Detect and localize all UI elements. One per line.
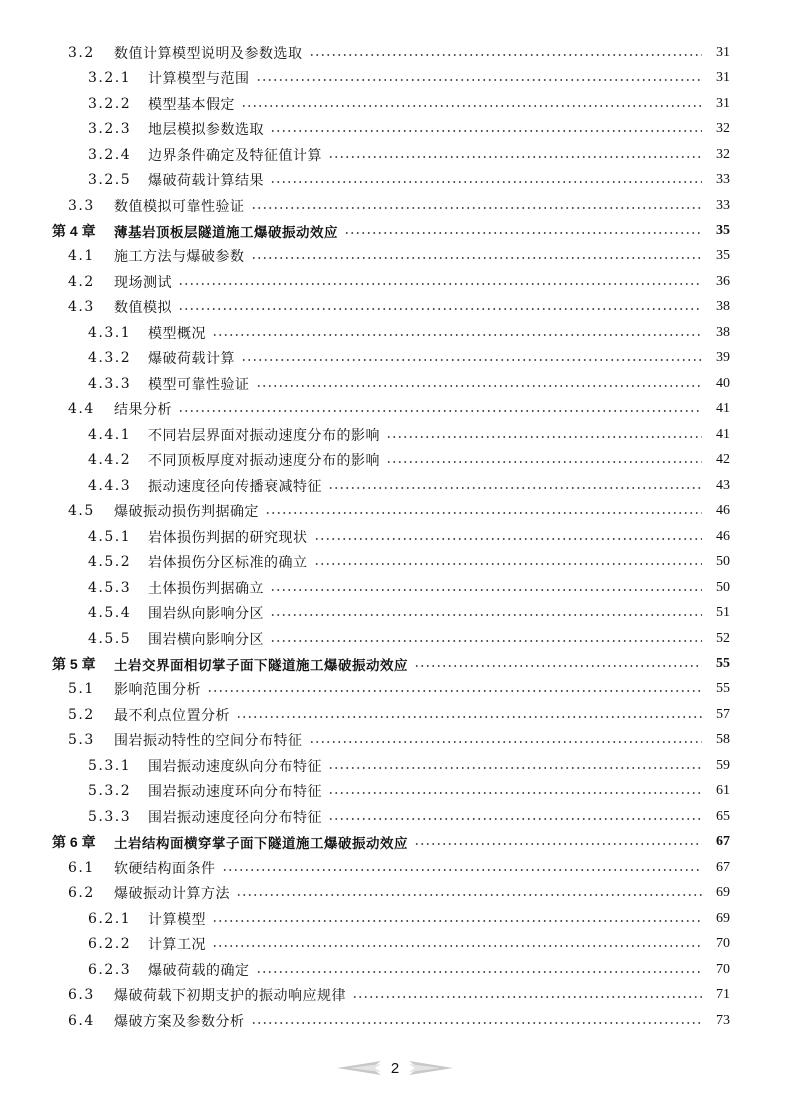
toc-entry[interactable] (52, 880, 730, 905)
toc-entry[interactable] (52, 677, 730, 702)
toc-entry-number: 4.4.2 (88, 452, 132, 469)
toc-entry-number: 4.4.1 (88, 426, 132, 443)
toc-entry-page: 73 (716, 1012, 730, 1028)
toc-entry-page: 46 (716, 528, 730, 544)
dot-leader (270, 589, 702, 591)
toc-entry[interactable] (52, 498, 730, 523)
dot-leader (328, 487, 702, 489)
dot-leader (178, 410, 702, 412)
dot-leader (178, 308, 702, 310)
toc-entry-page: 71 (716, 987, 730, 1003)
toc-entry-title: 围岩振动特性的空间分布特征 (114, 733, 303, 750)
toc-entry-page: 43 (716, 477, 730, 493)
toc-entry-number: 6.2.3 (88, 961, 132, 978)
toc-entry[interactable] (52, 600, 730, 625)
page-footer (0, 1056, 790, 1080)
dot-leader (265, 512, 702, 514)
toc-entry[interactable] (52, 320, 730, 345)
toc-entry-number: 4.3.2 (88, 350, 132, 367)
toc-entry-number: 5.3.2 (88, 783, 132, 800)
toc-entry-page: 51 (716, 605, 730, 621)
toc-entry-title: 最不利点位置分析 (114, 707, 230, 724)
toc-entry-title: 影响范围分析 (114, 682, 201, 699)
toc-entry-number: 3.2.4 (88, 146, 132, 163)
toc-entry-title: 岩体损伤分区标准的确立 (148, 555, 308, 572)
toc-entry-number: 第 4 章 (52, 223, 96, 240)
toc-entry-number: 3.2.1 (88, 70, 132, 87)
toc-entry-page: 55 (716, 655, 730, 671)
toc-entry-title: 现场测试 (114, 274, 172, 291)
toc-entry[interactable] (52, 626, 730, 651)
toc-entry[interactable] (52, 728, 730, 753)
toc-entry[interactable] (52, 702, 730, 727)
toc-entry[interactable] (52, 269, 730, 294)
toc-entry-number: 3.2.3 (88, 121, 132, 138)
toc-chapter-entry[interactable] (52, 651, 730, 676)
dot-leader (256, 385, 703, 387)
toc-entry-title: 计算工况 (148, 937, 206, 954)
dot-leader (414, 665, 702, 667)
toc-entry[interactable] (52, 295, 730, 320)
toc-entry[interactable] (52, 982, 730, 1007)
toc-entry[interactable] (52, 549, 730, 574)
toc-entry-number: 4.5.2 (88, 554, 132, 571)
dot-leader (270, 181, 702, 183)
toc-entry-page: 41 (716, 426, 730, 442)
toc-entry-number: 3.2.5 (88, 172, 132, 189)
dot-leader (256, 79, 703, 81)
toc-entry-number: 3.2 (68, 44, 95, 61)
toc-entry[interactable] (52, 855, 730, 880)
toc-entry-title: 计算模型 (148, 911, 206, 928)
toc-entry-title: 土岩结构面横穿掌子面下隧道施工爆破振动效应 (114, 836, 408, 853)
toc-entry-title: 不同顶板厚度对振动速度分布的影响 (148, 453, 380, 470)
toc-entry-number: 3.2.2 (88, 95, 132, 112)
toc-entry-page: 65 (716, 808, 730, 824)
toc-entry-number: 4.4 (68, 401, 95, 418)
dot-leader (251, 207, 703, 209)
toc-entry-number: 3.3 (68, 197, 95, 214)
toc-entry-title: 数值计算模型说明及参数选取 (114, 45, 303, 62)
toc-entry-number: 5.3.1 (88, 757, 132, 774)
dot-leader (212, 920, 702, 922)
dot-leader (314, 563, 703, 565)
toc-entry-page: 36 (716, 273, 730, 289)
toc-entry[interactable] (52, 753, 730, 778)
dot-leader (309, 54, 703, 56)
dot-leader (270, 130, 702, 132)
toc-entry-title: 围岩振动速度径向分布特征 (148, 809, 322, 826)
toc-entry[interactable] (52, 397, 730, 422)
toc-entry[interactable] (52, 931, 730, 956)
dot-leader (344, 232, 702, 234)
toc-entry-title: 爆破荷载下初期支护的振动响应规律 (114, 988, 346, 1005)
toc-entry-title: 模型可靠性验证 (148, 376, 250, 393)
toc-entry-number: 5.3.3 (88, 808, 132, 825)
toc-entry-title: 围岩横向影响分区 (148, 631, 264, 648)
toc-entry[interactable] (52, 65, 730, 90)
toc-entry-number: 6.2 (68, 885, 95, 902)
dot-leader (270, 640, 702, 642)
dot-leader (386, 436, 702, 438)
toc-entry-page: 69 (716, 910, 730, 926)
toc-entry-page: 52 (716, 630, 730, 646)
toc-entry[interactable] (52, 40, 730, 65)
dot-leader (241, 359, 702, 361)
toc-entry[interactable] (52, 804, 730, 829)
toc-entry-title: 软硬结构面条件 (114, 860, 216, 877)
toc-chapter-entry[interactable] (52, 830, 730, 855)
toc-entry-number: 4.3.1 (88, 324, 132, 341)
toc-entry-number: 4.5.5 (88, 630, 132, 647)
dot-leader (251, 257, 703, 259)
toc-entry-page: 39 (716, 350, 730, 366)
toc-entry-page: 35 (716, 248, 730, 264)
page-number: 2 (390, 1059, 400, 1077)
toc-entry-page: 67 (716, 859, 730, 875)
dot-leader (212, 945, 702, 947)
toc-entry-page: 31 (716, 70, 730, 86)
toc-entry-number: 4.2 (68, 273, 95, 290)
dot-leader (328, 792, 702, 794)
toc-entry-page: 50 (716, 554, 730, 570)
toc-entry-title: 数值模拟可靠性验证 (114, 198, 245, 215)
toc-entry-number: 4.5 (68, 503, 95, 520)
toc-entry-page: 32 (716, 121, 730, 137)
dot-leader (256, 971, 703, 973)
toc-entry[interactable] (52, 142, 730, 167)
toc-entry-number: 4.1 (68, 248, 95, 265)
toc-entry-title: 薄基岩顶板层隧道施工爆破振动效应 (114, 225, 338, 242)
toc-entry-title: 数值模拟 (114, 300, 172, 317)
toc-entry-page: 33 (716, 197, 730, 213)
toc-entry-page: 38 (716, 324, 730, 340)
toc-entry-title: 围岩振动速度纵向分布特征 (148, 758, 322, 775)
dot-leader (236, 894, 702, 896)
toc-entry[interactable] (52, 116, 730, 141)
toc-entry-page: 46 (716, 503, 730, 519)
toc-entry-page: 70 (716, 936, 730, 952)
toc-entry-number: 4.5.1 (88, 528, 132, 545)
toc-entry-page: 40 (716, 375, 730, 391)
dot-leader (207, 690, 702, 692)
toc-entry-title: 岩体损伤判据的研究现状 (148, 529, 308, 546)
toc-entry-title: 爆破荷载的确定 (148, 962, 250, 979)
toc-entry-page: 31 (716, 44, 730, 60)
toc-entry-number: 6.2.2 (88, 936, 132, 953)
toc-entry[interactable] (52, 346, 730, 371)
toc-entry-number: 4.5.4 (88, 605, 132, 622)
toc-entry-page: 57 (716, 706, 730, 722)
toc-entry-title: 施工方法与爆破参数 (114, 249, 245, 266)
toc-entry[interactable] (52, 524, 730, 549)
dot-leader (328, 156, 702, 158)
toc-entry-number: 第 6 章 (52, 834, 96, 851)
dot-leader (386, 461, 702, 463)
toc-entry-title: 爆破振动损伤判据确定 (114, 504, 259, 521)
toc-entry-title: 边界条件确定及特征值计算 (148, 147, 322, 164)
toc-entry-number: 4.3 (68, 299, 95, 316)
toc-entry-number: 6.2.1 (88, 910, 132, 927)
toc-entry-page: 69 (716, 885, 730, 901)
dot-leader (222, 869, 703, 871)
toc-entry-page: 32 (716, 146, 730, 162)
toc-entry-number: 4.4.3 (88, 477, 132, 494)
dot-leader (328, 767, 702, 769)
toc-entry-number: 6.4 (68, 1012, 95, 1029)
toc-entry[interactable] (52, 244, 730, 269)
toc-entry-title: 围岩纵向影响分区 (148, 606, 264, 623)
dot-leader (328, 818, 702, 820)
toc-entry-number: 5.3 (68, 732, 95, 749)
toc-entry-page: 31 (716, 95, 730, 111)
toc-entry-number: 6.1 (68, 859, 95, 876)
dot-leader (352, 996, 702, 998)
dot-leader (251, 1022, 703, 1024)
toc-entry[interactable] (52, 193, 730, 218)
toc-entry-title: 爆破振动计算方法 (114, 886, 230, 903)
toc-entry[interactable] (52, 448, 730, 473)
dot-leader (309, 741, 703, 743)
toc-entry-page: 33 (716, 172, 730, 188)
dot-leader (178, 283, 702, 285)
toc-entry[interactable] (52, 906, 730, 931)
right-arrow-ornament-icon (409, 1060, 455, 1076)
toc-entry-title: 模型基本假定 (148, 96, 235, 113)
toc-entry-title: 土岩交界面相切掌子面下隧道施工爆破振动效应 (114, 657, 408, 674)
toc-entry-page: 42 (716, 452, 730, 468)
toc-entry[interactable] (52, 422, 730, 447)
toc-entry-title: 爆破荷载计算 (148, 351, 235, 368)
toc-entry-number: 6.3 (68, 987, 95, 1004)
dot-leader (241, 105, 702, 107)
toc-entry-title: 地层模拟参数选取 (148, 122, 264, 139)
toc-entry-page: 70 (716, 961, 730, 977)
toc-entry-number: 5.1 (68, 681, 95, 698)
dot-leader (236, 716, 702, 718)
toc-entry-title: 爆破荷载计算结果 (148, 173, 264, 190)
toc-entry-title: 不同岩层界面对振动速度分布的影响 (148, 427, 380, 444)
toc-entry-number: 4.3.3 (88, 375, 132, 392)
dot-leader (212, 334, 702, 336)
toc-entry-page: 67 (716, 834, 730, 850)
toc-entry[interactable] (52, 1008, 730, 1033)
toc-entry-page: 41 (716, 401, 730, 417)
toc-entry[interactable] (52, 167, 730, 192)
toc-entry[interactable] (52, 957, 730, 982)
toc-entry[interactable] (52, 91, 730, 116)
toc-entry-number: 第 5 章 (52, 655, 96, 672)
dot-leader (270, 614, 702, 616)
toc-entry[interactable] (52, 473, 730, 498)
toc-entry[interactable] (52, 779, 730, 804)
toc-entry-title: 模型概况 (148, 325, 206, 342)
dot-leader (414, 843, 702, 845)
toc-entry-page: 59 (716, 757, 730, 773)
dot-leader (314, 538, 703, 540)
toc-entry[interactable] (52, 371, 730, 396)
table-of-contents (52, 40, 730, 1033)
toc-entry-page: 61 (716, 783, 730, 799)
toc-entry-title: 振动速度径向传播衰减特征 (148, 478, 322, 495)
toc-entry[interactable] (52, 575, 730, 600)
toc-entry-number: 4.5.3 (88, 579, 132, 596)
toc-entry-title: 围岩振动速度环向分布特征 (148, 784, 322, 801)
toc-entry-page: 55 (716, 681, 730, 697)
toc-entry-page: 35 (716, 223, 730, 239)
toc-entry-number: 5.2 (68, 706, 95, 723)
toc-entry-title: 结果分析 (114, 402, 172, 419)
left-arrow-ornament-icon (335, 1060, 381, 1076)
toc-entry-title: 土体损伤判据确立 (148, 580, 264, 597)
toc-entry-page: 38 (716, 299, 730, 315)
toc-chapter-entry[interactable] (52, 218, 730, 243)
toc-entry-title: 爆破方案及参数分析 (114, 1013, 245, 1030)
toc-entry-page: 50 (716, 579, 730, 595)
toc-entry-page: 58 (716, 732, 730, 748)
toc-entry-title: 计算模型与范围 (148, 71, 250, 88)
